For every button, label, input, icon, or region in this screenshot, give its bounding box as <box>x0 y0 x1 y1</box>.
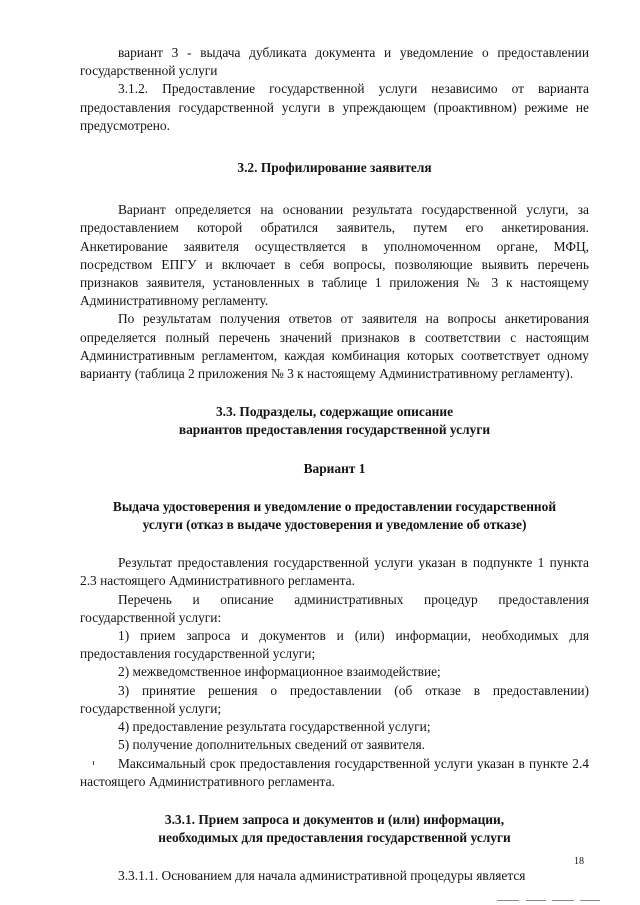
variant-1-list-item-2: 2) межведомственное информационное взаимодействие; <box>118 664 441 680</box>
paragraph-3-2-a: Вариант определяется на основании результата государственной услуги, за предоставлением которой обратился заявитель, путем его анкетирования. Анкетирование заявителя осуществляется в уполномоченном органе, МФЦ, посредством ЕПГУ и включает в себя вопросы, позволяющие выявить перечень признаков заявителя, установленных в таблице 1 приложения № 3 к настоящему Административному регламенту. <box>80 202 589 309</box>
variant-1-paragraph-max-term: Максимальный срок предоставления государственной услуги указан в пункте 2.4 настоящего Административного регламента. <box>80 755 589 789</box>
variant-1-list-item-3: 3) принятие решения о предоставлении (об отказе в предоставлении) государственной услуги; <box>80 682 589 716</box>
heading-3-3-line2: вариантов предоставления государственной услуги <box>178 422 491 438</box>
heading-3-3-line1: 3.3. Подразделы, содержащие описание <box>215 404 454 420</box>
variant-1-list-item-1: 1) прием запроса и документов и (или) информации, необходимых для предоставления государственной услуги; <box>80 628 589 662</box>
scan-edge-mark <box>526 900 546 901</box>
scan-edge-mark <box>580 900 600 901</box>
paragraph-3-1-2: 3.1.2. Предоставление государственной услуги независимо от варианта предоставления государственной услуги в упреждающем (проактивном) режиме не предусмотрено. <box>80 81 589 133</box>
heading-3-2: 3.2. Профилирование заявителя <box>237 160 432 176</box>
variant-1-paragraph-result: Результат предоставления государственной услуги указан в подпункте 1 пункта 2.3 настоящего Административного регламента. <box>80 555 589 589</box>
heading-variant-1: Вариант 1 <box>303 460 366 476</box>
heading-3-3-1-line2: необходимых для предоставления государственной услуги <box>158 830 511 846</box>
continuation-paragraph: вариант 3 - выдача дубликата документа и уведомление о предоставлении государственной услуги <box>80 45 589 79</box>
variant-1-paragraph-list-intro: Перечень и описание административных процедур предоставления государственной услуги: <box>80 591 589 625</box>
variant-1-list-item-4: 4) предоставление результата государственной услуги; <box>118 719 431 735</box>
variant-1-list-item-5: 5) получение дополнительных сведений от заявителя. <box>118 737 426 753</box>
subheading-variant-1-line2: услуги (отказ в выдаче удостоверения и уведомление об отказе) <box>142 517 527 533</box>
paragraph-3-2-b: По результатам получения ответов от заявителя на вопросы анкетирования определяется полный перечень значений признаков в соответствии с настоящим Административным регламентом, каждая комбинация которых соответствует одному варианту (таблица 2 приложения № 3 к настоящему Административному регламенту). <box>80 311 589 382</box>
paragraph-3-3-1-1: 3.3.1.1. Основанием для начала административной процедуры является <box>118 868 526 884</box>
scan-edge-mark <box>552 900 574 901</box>
subheading-variant-1-line1: Выдача удостоверения и уведомление о предоставлении государственной <box>112 498 557 514</box>
scan-edge-mark <box>497 900 519 901</box>
document-body <box>80 44 589 886</box>
page-number: 18 <box>574 856 584 867</box>
heading-3-3-1-line1: 3.3.1. Прием запроса и документов и (или) информации, <box>164 811 505 827</box>
scan-speck <box>93 761 94 765</box>
